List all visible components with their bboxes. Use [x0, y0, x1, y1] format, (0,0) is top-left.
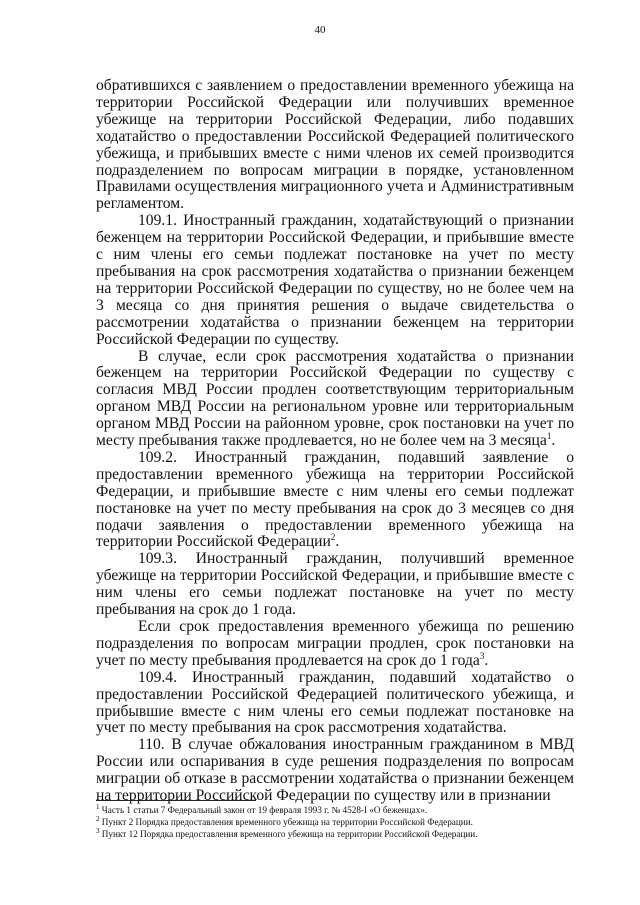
footnote-divider	[96, 800, 256, 801]
footnote-2	[96, 816, 574, 828]
paragraph-109-1	[96, 213, 574, 348]
footnote-text: Пункт 12 Порядка предоставления временного убежища на территории Российской Федерации.	[101, 829, 478, 839]
footnote-mark: 2	[96, 814, 100, 823]
paragraph-text: В случае, если срок рассмотрения ходатайства о признании беженцем на территории Российской Федерации по существу с согласия МВД России продлен соответствующим территориальным органом МВД России на региональном уровне или территориальным органом МВД России на районном уровне, срок постановки на учет по месту пребывания также продлевается, но не более чем на 3 месяца	[96, 347, 574, 450]
paragraph-text: 109.4. Иностранный гражданин, подавший ходатайство о предоставлении Российской Федерацией политического убежища, и прибывшие вместе с ним члены его семьи подлежат постановке на учет по месту пребывания на срок рассмотрения ходатайства.	[96, 668, 574, 737]
footnote-mark: 1	[96, 802, 100, 811]
footnote-ref-1[interactable]: 1	[546, 430, 552, 441]
footnote-text: Пункт 2 Порядка предоставления временного убежища на территории Российской Федерации.	[101, 817, 473, 827]
footnote-3	[96, 828, 574, 840]
paragraph-text: 109.3. Иностранный гражданин, получивший временное убежище на территории Российской Федерации, и прибывшие вместе с ним члены его семьи подлежат постановке на учет по месту пребывания на срок до 1 года.	[96, 550, 574, 619]
paragraph-text: Если срок предоставления временного убежища по решению подразделения по вопросам миграции продлен, срок постановки на учет по месту пребывания продлевается на срок до 1 года	[96, 618, 574, 669]
footnote-mark: 3	[96, 826, 100, 835]
page-number: 40	[314, 24, 326, 36]
paragraph-continuation	[96, 78, 574, 213]
footnotes	[96, 804, 574, 840]
footnote-1	[96, 804, 574, 816]
paragraph-109-4	[96, 670, 574, 738]
paragraph-109-1-extension: В случае, если срок рассмотрения ходатайства о признании беженцем на территории Российской Федерации по существу с согласия МВД России продлен соответствующим территориальным органом МВД России на региональном уровне или территориальным органом МВД России на районном уровне, срок постановки на учет по месту пребывания также продлевается, но не более чем на 3 месяца$^1$.	[96, 347, 574, 450]
footnote-ref-2[interactable]: 2	[330, 532, 336, 543]
paragraph-109-2: 109.2. Иностранный гражданин, подавший заявление о предоставлении временного убежища на территории Российской Федерации, и прибывшие вместе с ним члены его семьи подлежат постановке на учет по месту пребывания на срок до 3 месяцев со дня подачи заявления о предоставлении временного убежища на территории Российской Федерации$^2$.	[96, 448, 574, 551]
paragraph-109-3-extension: Если срок предоставления временного убежища по решению подразделения по вопросам миграции продлен, срок постановки на учет по месту пребывания продлевается на срок до 1 года$^3$.	[96, 618, 574, 669]
paragraph-text: 109.2. Иностранный гражданин, подавший заявление о предоставлении временного убежища на территории Российской Федерации, и прибывшие вместе с ним члены его семьи подлежат постановке на учет по месту пребывания на срок до 3 месяцев со дня подачи заявления о предоставлении временного убежища на территории Российской Федерации	[96, 448, 574, 551]
footnote-text: Часть 1 статьи 7 Федеральный закон от 19 февраля 1993 г. № 4528-I «О беженцах».	[101, 805, 428, 815]
footnote-ref-3[interactable]: 3	[479, 650, 485, 661]
paragraph-text: 109.1. Иностранный гражданин, ходатайствующий о признании беженцем на территории Российской Федерации, и прибывшие вместе с ним члены его семьи подлежат постановке на учет по месту пребывания на срок рассмотрения ходатайства о признании беженцем на территории Российской Федерации по существу, но не более чем на 3 месяца со дня принятия решения о выдаче свидетельства о рассмотрении ходатайства о признании беженцем на территории Российской Федерации по существу.	[96, 212, 574, 348]
body-text	[96, 78, 574, 805]
paragraph-110	[96, 737, 574, 805]
paragraph-text: обратившихся с заявлением о предоставлении временного убежища на территории Российской Федерации или получивших временное убежище на территории Российской Федерации, либо подавших ходатайство о предоставлении Российской Федерацией политического убежища, и прибывших вместе с ними членов их семей производится подразделением по вопросам миграции в порядке, установленном Правилами осуществления миграционного учета и Административным регламентом.	[96, 77, 574, 213]
paragraph-text: 110. В случае обжалования иностранным гражданином в МВД России или оспаривания в суде решения подразделения по вопросам миграции об отказе в рассмотрении ходатайства о признании беженцем на территории Российской Федерации по существу или в признании	[96, 736, 574, 805]
paragraph-109-3	[96, 551, 574, 619]
